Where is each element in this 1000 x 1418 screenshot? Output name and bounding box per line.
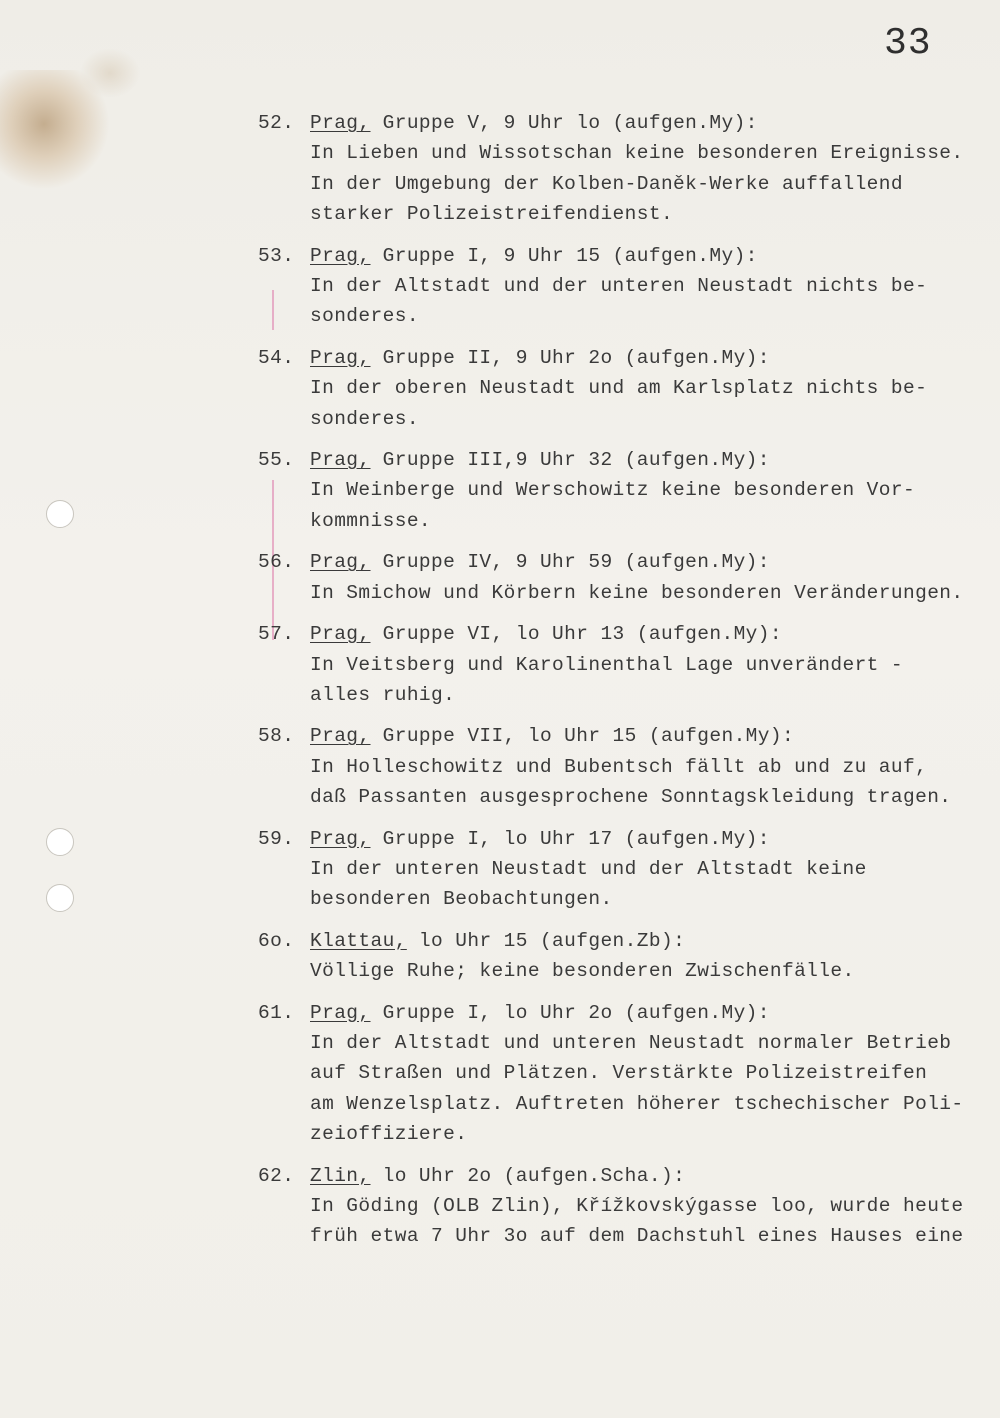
entry-header-text: Gruppe III,9 Uhr 32 (aufgen.My): — [370, 449, 770, 472]
entry-number: 6o. — [258, 929, 295, 952]
entry-header-text: lo Uhr 15 (aufgen.Zb): — [406, 929, 686, 952]
entry-number: 61. — [258, 1001, 295, 1024]
entry-header — [258, 721, 978, 751]
report-entry — [258, 1161, 978, 1252]
entry-number: 56. — [258, 551, 295, 574]
report-entry — [258, 721, 978, 812]
entry-place: Zlin, — [310, 1164, 371, 1187]
entry-header-text: Gruppe V, 9 Uhr lo (aufgen.My): — [370, 112, 758, 134]
entry-header-text: Gruppe I, lo Uhr 2o (aufgen.My): — [370, 1001, 770, 1024]
entry-header — [258, 343, 978, 373]
entry-body-line: In Göding (OLB Zlin), Křížkovskýgasse loo, wurde heute — [310, 1195, 964, 1217]
punch-hole — [46, 500, 74, 528]
report-entry — [258, 241, 978, 332]
entry-body-line: auf Straßen und Plätzen. Verstärkte Polizeistreifen — [310, 1062, 928, 1085]
entry-header — [258, 619, 978, 649]
punch-hole — [46, 884, 74, 912]
report-entry — [258, 926, 978, 987]
entry-place: Prag, — [310, 346, 371, 369]
report-entry — [258, 445, 978, 536]
entry-header-text: Gruppe I, lo Uhr 17 (aufgen.My): — [370, 827, 770, 850]
entry-body-line: am Wenzelsplatz. Auftreten höherer tschechischer Poli- — [310, 1092, 964, 1115]
entry-header-text: lo Uhr 2o (aufgen.Scha.): — [370, 1164, 686, 1187]
entry-header — [258, 445, 978, 475]
entry-number: 62. — [258, 1164, 295, 1187]
entry-body-line: besonderen Beobachtungen. — [310, 888, 613, 911]
entry-body-line: In der oberen Neustadt und am Karlsplatz nichts be- — [310, 377, 928, 400]
entry-body-line: starker Polizeistreifendienst. — [310, 203, 674, 226]
entry-header-text: Gruppe II, 9 Uhr 2o (aufgen.My): — [370, 346, 770, 369]
entry-header — [258, 547, 978, 577]
entry-header-text: Gruppe I, 9 Uhr 15 (aufgen.My): — [370, 244, 758, 267]
punch-hole — [46, 828, 74, 856]
entry-place: Prag, — [310, 551, 371, 574]
entry-body-line: In Smichow und Körbern keine besonderen Veränderungen. — [310, 581, 964, 604]
entry-body-line: zeioffiziere. — [310, 1123, 468, 1146]
entry-number: 52. — [258, 112, 295, 134]
entry-body-line: In Weinberge und Werschowitz keine besonderen Vor- — [310, 479, 916, 502]
entry-header — [258, 241, 978, 271]
paper-stain-spot — [80, 48, 140, 98]
entry-body-line: In Veitsberg und Karolinenthal Lage unverändert - — [310, 653, 903, 676]
entry-header — [258, 998, 978, 1028]
entry-number: 59. — [258, 827, 295, 850]
entry-header-text: Gruppe IV, 9 Uhr 59 (aufgen.My): — [370, 551, 770, 574]
entry-header-text: Gruppe VI, lo Uhr 13 (aufgen.My): — [370, 623, 782, 646]
entry-number: 55. — [258, 449, 295, 472]
entry-body-line: In Lieben und Wissotschan keine besonderen Ereignisse. — [310, 142, 964, 165]
entry-header — [258, 1161, 978, 1191]
entry-number: 57. — [258, 623, 295, 646]
entry-body-line: früh etwa 7 Uhr 3o auf dem Dachstuhl eines Hauses eine — [310, 1225, 964, 1248]
entry-place: Prag, — [310, 449, 371, 472]
entry-header — [258, 824, 978, 854]
entry-place: Prag, — [310, 623, 371, 646]
entry-body-line: sonderes. — [310, 407, 419, 430]
entry-header — [258, 108, 978, 138]
entry-number: 53. — [258, 244, 295, 267]
entry-body-line: In der Umgebung der Kolben-Daněk-Werke auffallend — [310, 172, 903, 195]
entry-body-line: daß Passanten ausgesprochene Sonntagskleidung tragen. — [310, 786, 952, 809]
report-entry — [258, 343, 978, 434]
entry-place: Prag, — [310, 1001, 371, 1024]
entry-place: Prag, — [310, 112, 371, 134]
report-entry — [258, 998, 978, 1150]
report-entry — [258, 108, 978, 230]
entry-place: Klattau, — [310, 929, 407, 952]
entry-body-line: In der Altstadt und der unteren Neustadt nichts be- — [310, 275, 928, 298]
entry-body-line: alles ruhig. — [310, 683, 456, 706]
entry-body-line: Völlige Ruhe; keine besonderen Zwischenfälle. — [310, 960, 855, 983]
entry-place: Prag, — [310, 827, 371, 850]
entry-header-text: Gruppe VII, lo Uhr 15 (aufgen.My): — [370, 725, 795, 748]
report-entry — [258, 619, 978, 710]
entry-place: Prag, — [310, 725, 371, 748]
report-entry — [258, 824, 978, 915]
entry-body-line: In der Altstadt und unteren Neustadt normaler Betrieb — [310, 1031, 952, 1054]
entry-header — [258, 926, 978, 956]
entry-place: Prag, — [310, 244, 371, 267]
entry-body-line: sonderes. — [310, 305, 419, 328]
entry-number: 58. — [258, 725, 295, 748]
entry-body-line: In der unteren Neustadt und der Altstadt keine — [310, 857, 867, 880]
report-entry — [258, 547, 978, 608]
report-entries — [258, 108, 978, 1263]
entry-number: 54. — [258, 346, 295, 369]
page-number: 33 — [884, 22, 932, 65]
entry-body-line: kommnisse. — [310, 509, 432, 532]
entry-body-line: In Holleschowitz und Bubentsch fällt ab und zu auf, — [310, 755, 928, 778]
